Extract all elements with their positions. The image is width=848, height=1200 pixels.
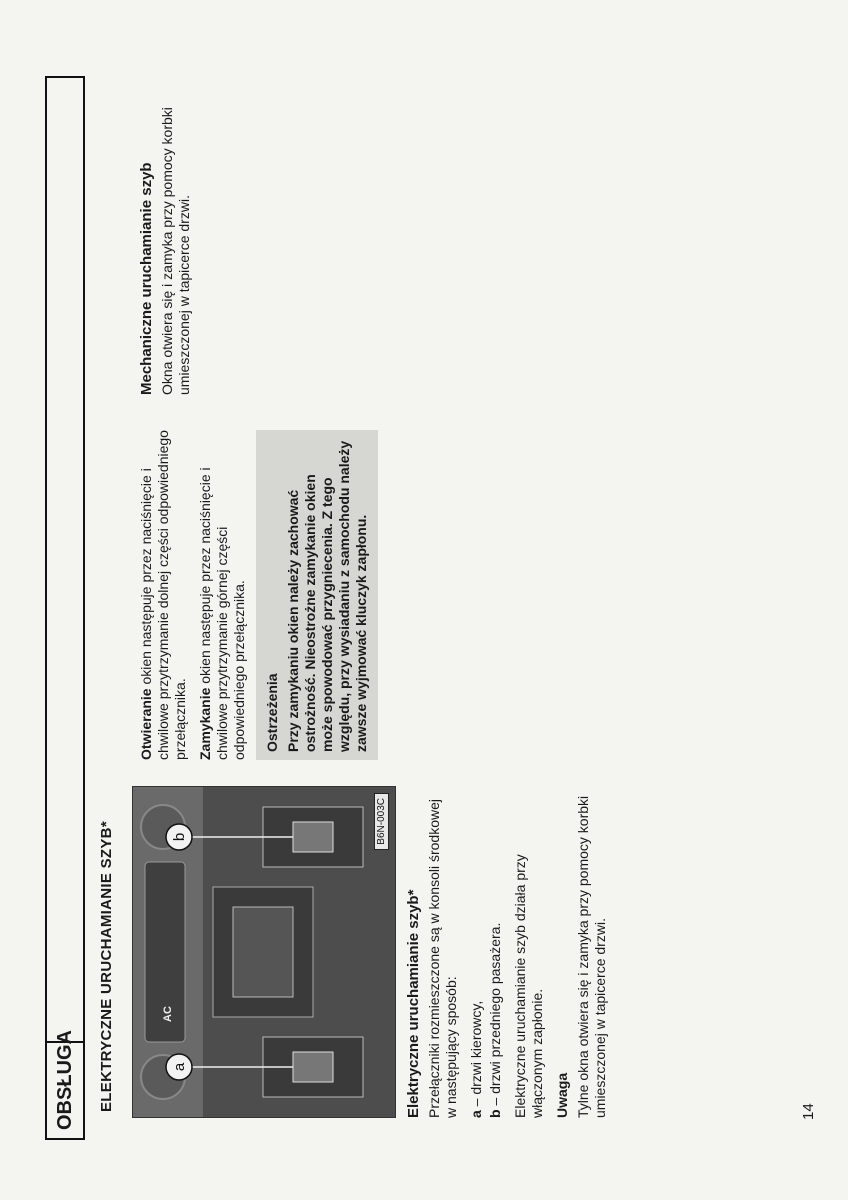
ac-label: AC — [162, 1006, 174, 1022]
warning-text: Przy zamykaniu okien należy zachować ostrożność. Nieostrożne zamykanie okien może spowodować przygniecenia. Z tego względu, przy wysiadaniu z samochodu należy zawsze wyjmować kluczyk zapłonu. — [285, 440, 369, 752]
heading-mechanical: Mechaniczne uruchamianie szyb — [138, 162, 155, 395]
note-title: Uwaga — [554, 1072, 570, 1118]
open-paragraph: Otwieranie okien następuje przez naciśnięcie i chwilowe przytrzymanie dolnej części odpowiedniego przełącznika. — [138, 430, 188, 760]
mechanical-text: Okna otwiera się i zamyka przy pomocy korbki umieszczonej w tapicerce drzwi. — [159, 107, 192, 395]
column-operation — [138, 430, 378, 760]
page-number: 14 — [800, 1103, 817, 1120]
page-title: ELEKTRYCZNE URUCHAMIANIE SZYB* — [98, 821, 115, 1112]
console-photo — [132, 786, 396, 1118]
figure-code: B6N-003C — [374, 793, 389, 850]
callout-a: a — [171, 1062, 188, 1072]
ignition-text: Elektryczne uruchamianie szyb działa przy włączonym zapłonie. — [512, 854, 545, 1118]
column-mechanical — [138, 75, 201, 395]
intro-text: Przełączniki rozmieszczone są w konsoli środkowej w następujący sposób: — [426, 798, 459, 1118]
warning-box — [256, 430, 378, 760]
section-header: OBSŁUGA — [47, 1041, 83, 1138]
item-a: a – drzwi kierowcy, — [468, 1000, 484, 1118]
header-box — [45, 76, 85, 1140]
heading-electric: Elektryczne uruchamianie szyb* — [405, 889, 422, 1118]
callout-b: b — [171, 832, 188, 842]
column-electric — [405, 788, 617, 1118]
note-text: Tylne okna otwiera się i zamyka przy pomocy korbki umieszczonej w tapicerce drzwi. — [575, 795, 608, 1118]
console-illustration — [133, 787, 395, 1117]
close-paragraph: Zamykanie okien następuje przez naciśnięcie i chwilowe przytrzymanie górnej części odpowiedniego przełącznika. — [197, 467, 247, 760]
warning-title: Ostrzeżenia — [264, 673, 280, 752]
item-b: b – drzwi przedniego pasażera. — [487, 922, 503, 1118]
